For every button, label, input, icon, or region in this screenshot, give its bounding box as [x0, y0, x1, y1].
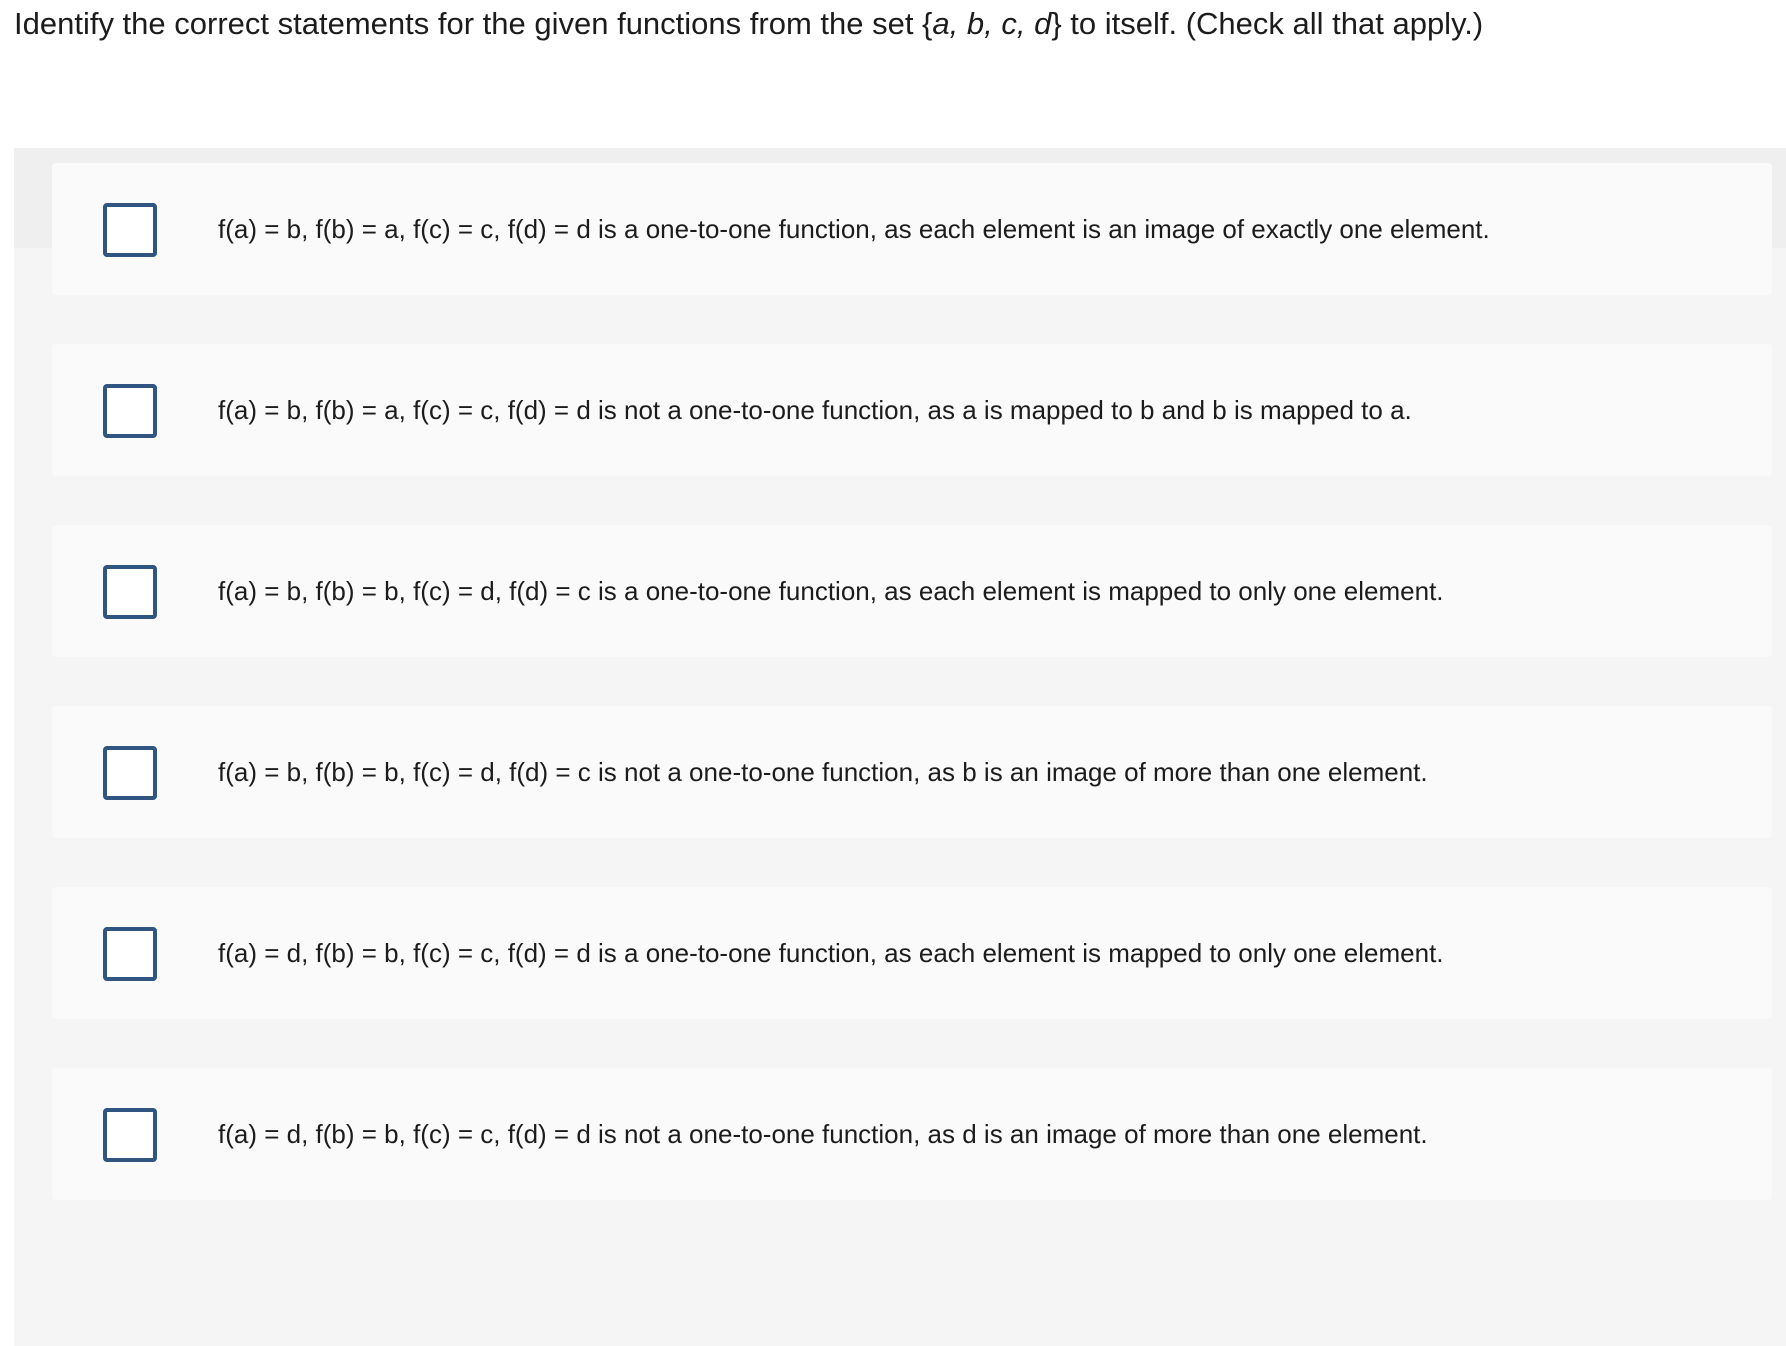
option-label: f(a) = b, f(b) = b, f(c) = d, f(d) = c is a one-to-one function, as each element is mapped to only one element. [218, 575, 1444, 606]
option-label: f(a) = b, f(b) = a, f(c) = c, f(d) = d is not a one-to-one function, as a is mapped to b and b is mapped to a. [218, 394, 1412, 425]
option-6[interactable] [52, 1068, 1772, 1200]
checkbox[interactable] [103, 746, 157, 800]
option-4[interactable] [52, 706, 1772, 838]
checkbox[interactable] [103, 565, 157, 619]
option-2[interactable] [52, 344, 1772, 476]
checkbox[interactable] [103, 203, 157, 257]
option-5[interactable] [52, 887, 1772, 1019]
option-label: f(a) = b, f(b) = a, f(c) = c, f(d) = d is a one-to-one function, as each element is an image of exactly one element. [218, 213, 1490, 244]
question-set: a, b, c, d [932, 6, 1052, 41]
options-list [52, 163, 1772, 1249]
question-suffix: } to itself. (Check all that apply.) [1051, 6, 1484, 41]
option-1[interactable] [52, 163, 1772, 295]
option-3[interactable] [52, 525, 1772, 657]
question-text [14, 4, 1774, 44]
option-label: f(a) = b, f(b) = b, f(c) = d, f(d) = c is not a one-to-one function, as b is an image of more than one element. [218, 756, 1428, 787]
checkbox[interactable] [103, 927, 157, 981]
option-label: f(a) = d, f(b) = b, f(c) = c, f(d) = d is a one-to-one function, as each element is mapped to only one element. [218, 937, 1444, 968]
question-prefix: Identify the correct statements for the given functions from the set { [14, 6, 933, 41]
option-label: f(a) = d, f(b) = b, f(c) = c, f(d) = d is not a one-to-one function, as d is an image of more than one element. [218, 1118, 1428, 1149]
checkbox[interactable] [103, 384, 157, 438]
checkbox[interactable] [103, 1108, 157, 1162]
